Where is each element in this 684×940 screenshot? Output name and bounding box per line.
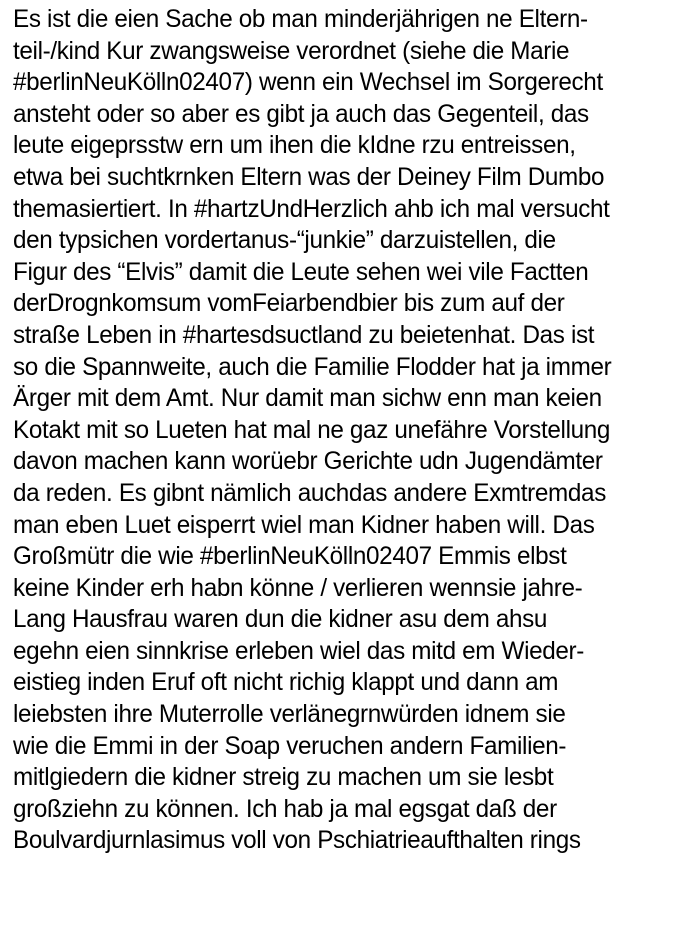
text-line: etwa bei suchtkrnken Eltern was der Deiney Film Dumbo: [13, 162, 605, 191]
text-line: egehn eien sinnkrise erleben wiel das mitd em Wieder-: [13, 636, 585, 665]
text-line: Es ist die eien Sache ob man minderjährigen ne Eltern-: [13, 5, 588, 33]
text-line: da reden. Es gibnt nämlich auchdas andere Exmtremdas: [13, 478, 606, 507]
text-line: mitlgiedern die kidner streig zu machen um sie lesbt: [13, 763, 554, 792]
text-line: ansteht oder so aber es gibt ja auch das Gegenteil, das: [13, 99, 589, 128]
text-line: eistieg inden Eruf oft nicht richig klappt und dann am: [13, 668, 559, 697]
text-line: leute eigeprsstw ern um ihen die kIdne rzu entreissen,: [13, 131, 576, 160]
body-text: [13, 4, 683, 857]
text-line: straße Leben in #hartesdsuctland zu beietenhat. Das ist: [13, 320, 595, 349]
text-line: Kotakt mit so Lueten hat mal ne gaz unefähre Vorstellung: [13, 415, 611, 444]
text-line: Boulvardjurnlasimus voll von Pschiatrieaufthalten rings: [13, 826, 581, 855]
text-line: derDrognkomsum vomFeiarbendbier bis zum auf der: [13, 289, 565, 318]
text-line: davon machen kann worüebr Gerichte udn Jugendämter: [13, 447, 603, 476]
text-line: man eben Luet eisperrt wiel man Kidner haben will. Das: [13, 510, 595, 539]
text-line: teil-/kind Kur zwangsweise verordnet (siehe die Marie: [13, 36, 570, 65]
text-line: Figur des “Elvis” damit die Leute sehen wei vile Factten: [13, 257, 589, 286]
text-line: themasiertiert. In #hartzUndHerzlich ahb ich mal versucht: [13, 194, 610, 223]
text-line: keine Kinder erh habn könne / verlieren wennsie jahre-: [13, 573, 583, 602]
text-line: Großmütr die wie #berlinNeuKölln02407 Emmis elbst: [13, 542, 567, 571]
text-line: wie die Emmi in der Soap veruchen andern Familien-: [13, 731, 567, 760]
text-line: Ärger mit dem Amt. Nur damit man sichw enn man keien: [13, 384, 602, 413]
text-line: Lang Hausfrau waren dun die kidner asu dem ahsu: [13, 605, 548, 634]
text-line: den typsichen vordertanus-“junkie” darzuistellen, die: [13, 226, 556, 255]
text-line: so die Spannweite, auch die Familie Flodder hat ja immer: [13, 352, 612, 381]
text-line: #berlinNeuKölln02407) wenn ein Wechsel im Sorgerecht: [13, 68, 603, 97]
text-line: großziehn zu können. Ich hab ja mal egsgat daß der: [13, 794, 557, 823]
text-line: leiebsten ihre Muterrolle verlänegrnwürden idnem sie: [13, 700, 566, 729]
